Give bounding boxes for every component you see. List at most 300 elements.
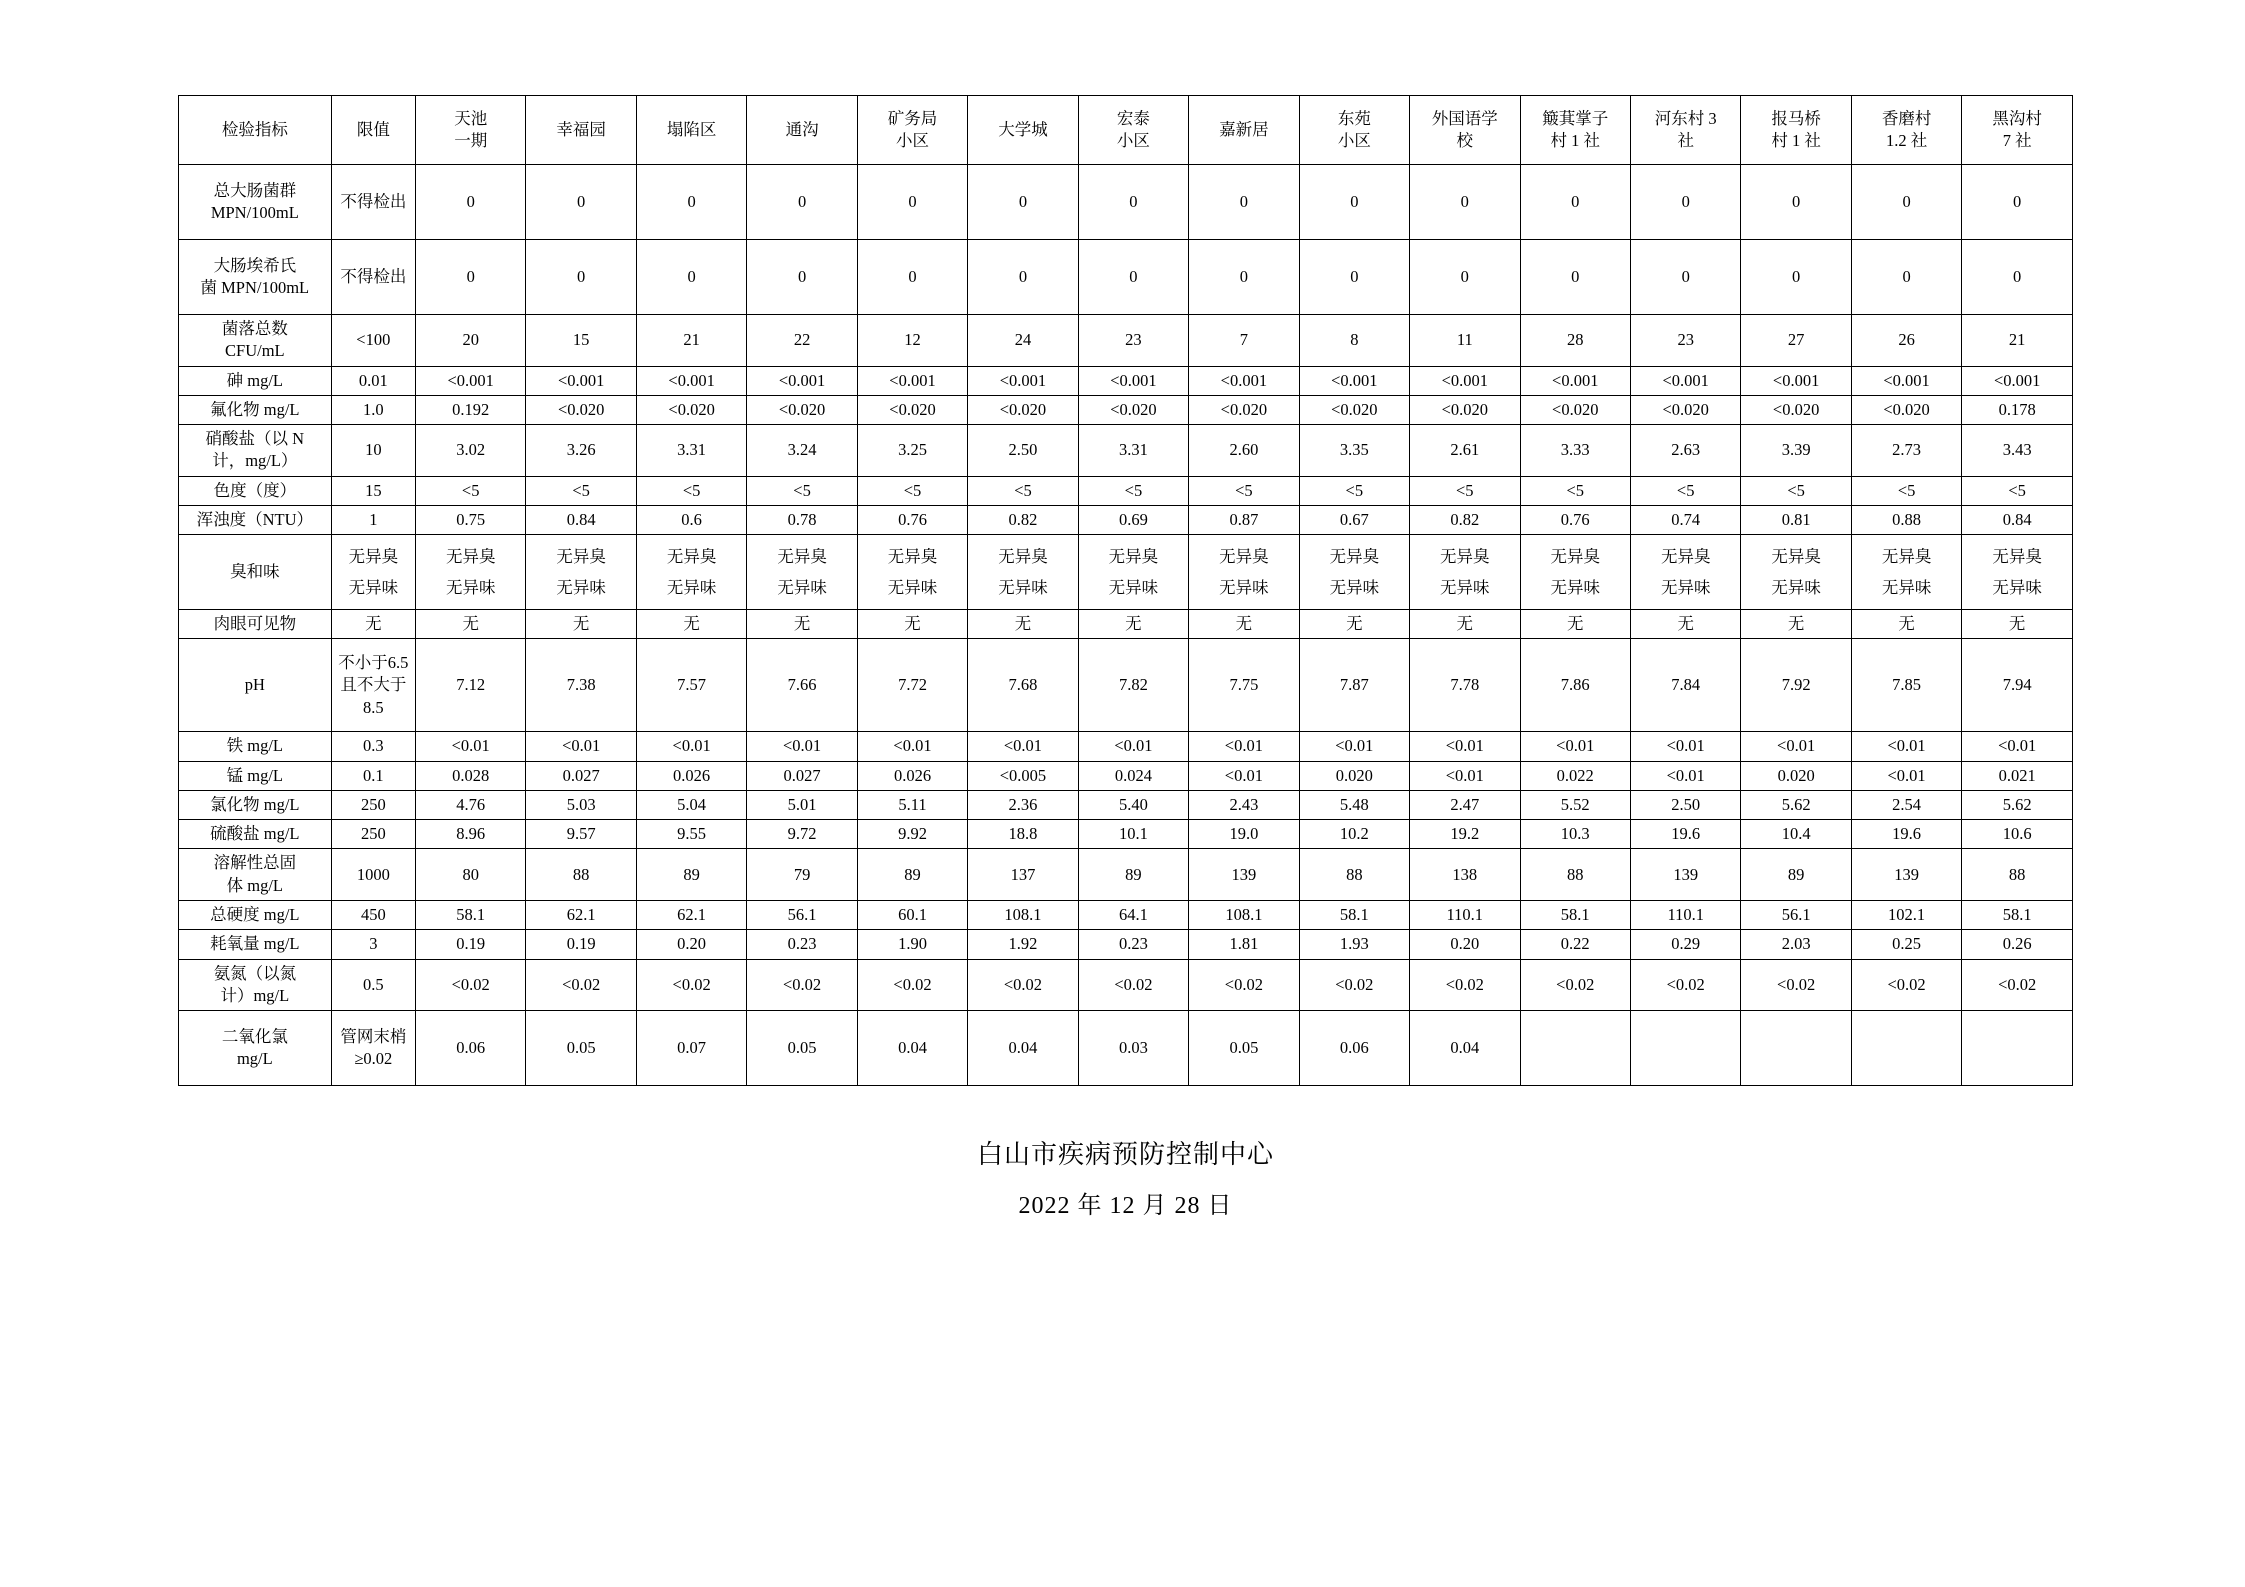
value-cell: 0.19	[415, 930, 525, 959]
value-cell: 7	[1189, 315, 1299, 367]
column-header-line: 7 社	[2002, 131, 2032, 150]
column-header-7	[968, 96, 1078, 165]
limit-cell	[331, 240, 415, 315]
limit-line: 不得检	[340, 191, 390, 211]
value-cell: 无	[968, 610, 1078, 639]
value-cell: 0.87	[1189, 505, 1299, 534]
value-cell: 0	[1410, 165, 1520, 240]
indicator-cell	[179, 639, 332, 732]
limit-line: 0.5	[363, 974, 384, 994]
value-cell: <0.02	[1741, 959, 1851, 1011]
value-cell: 0.81	[1741, 505, 1851, 534]
table-body	[179, 165, 2073, 1086]
value-line: 无异臭	[1550, 546, 1600, 566]
value-cell: 58.1	[1962, 900, 2073, 929]
indicator-cell	[179, 1011, 332, 1086]
issue-date: 2022 年 12 月 28 日	[1018, 1193, 1233, 1220]
indicator-line: 总大肠菌群	[213, 180, 297, 200]
value-cell: <0.001	[1189, 366, 1299, 395]
value-cell: 0	[415, 240, 525, 315]
indicator-cell	[179, 165, 332, 240]
value-cell: 20	[415, 315, 525, 367]
value-cell: 108.1	[968, 900, 1078, 929]
value-cell: 0	[968, 240, 1078, 315]
limit-line: 0.3	[363, 736, 384, 756]
indicator-line: 二氧化氯	[221, 1026, 288, 1046]
limit-cell	[331, 820, 415, 849]
value-cell: 无	[1189, 610, 1299, 639]
value-cell: 2.03	[1741, 930, 1851, 959]
value-cell: 102.1	[1851, 900, 1961, 929]
value-line: 无异味	[1660, 578, 1711, 598]
value-cell: 19.0	[1189, 820, 1299, 849]
value-cell	[1741, 535, 1851, 610]
value-cell: <0.02	[1630, 959, 1740, 1011]
value-cell: 8.96	[415, 820, 525, 849]
value-cell: 3.25	[857, 425, 967, 477]
value-line: 无异味	[666, 578, 717, 598]
document-footer	[178, 1134, 2073, 1220]
indicator-line: 硝酸盐（以 N	[205, 429, 305, 449]
limit-cell	[331, 610, 415, 639]
value-cell: 0.026	[636, 761, 746, 790]
value-cell: 0.82	[1410, 505, 1520, 534]
value-cell: 0	[1962, 165, 2073, 240]
limit-line: 1.0	[363, 399, 384, 419]
value-cell: 7.92	[1741, 639, 1851, 732]
limit-cell	[331, 315, 415, 367]
value-cell: <0.001	[1741, 366, 1851, 395]
value-cell: 0.027	[526, 761, 636, 790]
value-cell: 0	[526, 165, 636, 240]
value-cell	[1520, 535, 1630, 610]
column-header-line: 大学城	[998, 119, 1048, 139]
column-header-line: 小区	[896, 131, 930, 150]
value-cell: 79	[747, 849, 857, 901]
value-cell: 0.05	[526, 1011, 636, 1086]
column-header-5	[747, 96, 857, 165]
value-line: 无异臭	[1108, 546, 1159, 566]
value-cell: <0.020	[1520, 395, 1630, 424]
value-cell: 1.81	[1189, 930, 1299, 959]
value-cell: 23	[1078, 315, 1188, 367]
value-cell: 139	[1630, 849, 1740, 901]
value-cell: 7.85	[1851, 639, 1961, 732]
value-cell: 0	[1078, 165, 1188, 240]
indicator-line: 氨氮（以氮	[213, 963, 297, 983]
table-row	[179, 366, 2073, 395]
column-header-line: 村 1 社	[1771, 131, 1821, 150]
value-cell: <0.01	[747, 732, 857, 761]
empty-value-cell	[1630, 1011, 1740, 1086]
value-cell: 2.60	[1189, 425, 1299, 477]
table-row	[179, 930, 2073, 959]
column-header-line: 通沟	[785, 119, 819, 139]
value-cell: 0	[1962, 240, 2073, 315]
value-cell: 0.69	[1078, 505, 1188, 534]
value-cell: 0.23	[747, 930, 857, 959]
value-cell: 0.178	[1962, 395, 2073, 424]
indicator-line: 计，mg/L）	[212, 451, 298, 471]
value-line: 无异臭	[998, 546, 1048, 566]
value-line: 无异味	[1881, 578, 1932, 598]
value-cell: <0.001	[1630, 366, 1740, 395]
value-cell: 无	[1410, 610, 1520, 639]
limit-line: 0.1	[363, 765, 384, 785]
value-cell: <0.001	[1410, 366, 1520, 395]
limit-line: 8.5	[363, 697, 384, 717]
value-cell: 9.92	[857, 820, 967, 849]
value-cell: 0.06	[1299, 1011, 1409, 1086]
value-cell: 11	[1410, 315, 1520, 367]
value-cell: 0.78	[747, 505, 857, 534]
column-header-line: 河东村 3	[1654, 108, 1717, 128]
value-cell: 无	[1962, 610, 2073, 639]
value-cell: 2.43	[1189, 790, 1299, 819]
value-cell: 2.63	[1630, 425, 1740, 477]
value-cell: 56.1	[1741, 900, 1851, 929]
value-cell: 0.25	[1851, 930, 1961, 959]
value-cell: <5	[857, 476, 967, 505]
value-cell: <0.001	[968, 366, 1078, 395]
value-cell: <0.01	[1410, 732, 1520, 761]
limit-cell	[331, 930, 415, 959]
limit-line: 450	[360, 904, 386, 924]
value-cell: <0.01	[968, 732, 1078, 761]
value-cell: 0	[857, 240, 967, 315]
value-cell: <5	[747, 476, 857, 505]
value-cell: 0.026	[857, 761, 967, 790]
column-header-line: 塌陷区	[666, 119, 717, 139]
value-cell: 19.2	[1410, 820, 1520, 849]
value-cell	[1189, 535, 1299, 610]
value-cell: <0.001	[636, 366, 746, 395]
value-cell: 0	[1630, 165, 1740, 240]
value-cell: 0	[968, 165, 1078, 240]
value-cell: 0	[747, 240, 857, 315]
value-cell: 0.6	[636, 505, 746, 534]
column-header-line: 宏泰	[1116, 108, 1150, 128]
value-cell: 0.19	[526, 930, 636, 959]
value-cell: 0.04	[968, 1011, 1078, 1086]
value-cell: 21	[1962, 315, 2073, 367]
value-cell: <5	[415, 476, 525, 505]
value-cell: 0.022	[1520, 761, 1630, 790]
value-cell: 0	[1299, 240, 1409, 315]
value-cell: <5	[636, 476, 746, 505]
value-cell: 3.43	[1962, 425, 2073, 477]
column-header-line: 一期	[454, 131, 488, 150]
limit-cell	[331, 790, 415, 819]
indicator-cell	[179, 315, 332, 367]
value-cell: 9.57	[526, 820, 636, 849]
value-cell: 5.62	[1962, 790, 2073, 819]
column-header-3	[526, 96, 636, 165]
column-header-11	[1410, 96, 1520, 165]
limit-line: 3	[369, 934, 378, 954]
value-cell: 0.03	[1078, 1011, 1188, 1086]
table-row	[179, 820, 2073, 849]
value-cell: <0.020	[1851, 395, 1961, 424]
value-cell: 0.23	[1078, 930, 1188, 959]
value-cell: <0.001	[747, 366, 857, 395]
value-cell: 0.028	[415, 761, 525, 790]
limit-cell	[331, 849, 415, 901]
indicator-line: CFU/mL	[225, 341, 285, 361]
value-cell: <0.020	[968, 395, 1078, 424]
value-line: 无异臭	[1771, 546, 1821, 566]
table-row	[179, 1011, 2073, 1086]
value-cell: <5	[1962, 476, 2073, 505]
value-cell: <5	[1741, 476, 1851, 505]
value-cell: 0	[1410, 240, 1520, 315]
value-cell	[747, 535, 857, 610]
value-line: 无异味	[777, 578, 827, 598]
indicator-line: 耗氧量 mg/L	[210, 934, 300, 954]
value-cell: 58.1	[1299, 900, 1409, 929]
value-cell: 3.31	[636, 425, 746, 477]
value-cell: <0.020	[1741, 395, 1851, 424]
column-header-line: 村 1 社	[1550, 131, 1600, 150]
indicator-line: pH	[244, 675, 265, 695]
value-cell: 89	[1741, 849, 1851, 901]
value-cell: 7.87	[1299, 639, 1409, 732]
value-line: 无异臭	[887, 546, 938, 566]
value-cell: 0.29	[1630, 930, 1740, 959]
empty-value-cell	[1741, 1011, 1851, 1086]
value-cell: 0.76	[1520, 505, 1630, 534]
value-cell: <0.02	[747, 959, 857, 1011]
value-cell: <0.001	[857, 366, 967, 395]
value-cell: 0.021	[1962, 761, 2073, 790]
value-cell: 19.6	[1630, 820, 1740, 849]
column-header-line: 外国语学	[1431, 108, 1498, 128]
value-cell: <0.005	[968, 761, 1078, 790]
indicator-line: 臭和味	[230, 561, 280, 581]
value-cell: <0.02	[1299, 959, 1409, 1011]
indicator-line: 色度（度）	[213, 480, 297, 500]
value-cell: <0.01	[1410, 761, 1520, 790]
indicator-line: mg/L	[236, 1049, 273, 1069]
column-header-4	[636, 96, 746, 165]
value-cell	[1630, 535, 1740, 610]
value-cell: <5	[1189, 476, 1299, 505]
indicator-line: 溶解性总固	[213, 853, 297, 873]
value-cell	[1962, 535, 2073, 610]
value-cell: 7.82	[1078, 639, 1188, 732]
empty-value-cell	[1851, 1011, 1961, 1086]
indicator-line: 硫酸盐 mg/L	[210, 824, 300, 844]
value-cell: 0.20	[1410, 930, 1520, 959]
limit-line: 250	[360, 824, 386, 844]
limit-line: 出	[389, 266, 407, 286]
value-cell: 0.192	[415, 395, 525, 424]
indicator-cell	[179, 930, 332, 959]
table-row	[179, 240, 2073, 315]
value-cell: 7.75	[1189, 639, 1299, 732]
value-line: 无异味	[887, 578, 938, 598]
indicator-cell	[179, 476, 332, 505]
value-cell	[636, 535, 746, 610]
value-cell: 7.78	[1410, 639, 1520, 732]
limit-line: 10	[365, 440, 382, 460]
value-cell: <0.01	[1189, 732, 1299, 761]
value-cell: <0.001	[1851, 366, 1961, 395]
indicator-line: 砷 mg/L	[226, 370, 283, 390]
value-cell: <5	[1299, 476, 1409, 505]
column-header-1	[331, 96, 415, 165]
value-cell: <0.02	[1078, 959, 1188, 1011]
value-cell: <5	[968, 476, 1078, 505]
value-cell: 2.50	[968, 425, 1078, 477]
value-cell: 56.1	[747, 900, 857, 929]
limit-line: 不得检	[340, 266, 390, 286]
value-cell: 无	[1741, 610, 1851, 639]
value-cell: 88	[1299, 849, 1409, 901]
column-header-line: 簸萁掌子	[1542, 108, 1609, 128]
indicator-cell	[179, 505, 332, 534]
indicator-line: 计）mg/L	[220, 985, 290, 1005]
value-cell: 7.68	[968, 639, 1078, 732]
value-cell: <5	[526, 476, 636, 505]
limit-line: 0.02	[363, 1049, 393, 1069]
indicator-cell	[179, 732, 332, 761]
value-cell: 0	[1520, 165, 1630, 240]
indicator-cell	[179, 849, 332, 901]
limit-cell	[331, 476, 415, 505]
limit-cell	[331, 165, 415, 240]
value-cell: <0.02	[968, 959, 1078, 1011]
value-cell: 15	[526, 315, 636, 367]
limit-line: 不大于	[356, 675, 407, 695]
column-header-16	[1962, 96, 2073, 165]
value-cell: <0.001	[1078, 366, 1188, 395]
value-cell: 88	[1520, 849, 1630, 901]
value-cell: 0.020	[1741, 761, 1851, 790]
value-cell: <0.02	[1410, 959, 1520, 1011]
indicator-line: 氯化物 mg/L	[210, 794, 300, 814]
limit-cell	[331, 1011, 415, 1086]
issuing-organization: 白山市疾病预防控制中心	[976, 1140, 1274, 1170]
value-cell: 无	[1630, 610, 1740, 639]
column-header-line: 限值	[356, 119, 390, 139]
value-cell: <0.001	[1299, 366, 1409, 395]
value-cell: 0	[526, 240, 636, 315]
value-cell: 1.92	[968, 930, 1078, 959]
value-cell: <0.020	[636, 395, 746, 424]
water-quality-table	[178, 95, 2073, 1086]
value-cell: <0.01	[1630, 732, 1740, 761]
value-cell: 0.26	[1962, 930, 2073, 959]
value-cell: <0.02	[1189, 959, 1299, 1011]
value-cell	[415, 535, 525, 610]
value-cell: <0.02	[1962, 959, 2073, 1011]
value-cell: 无	[415, 610, 525, 639]
indicator-line: 总硬度 mg/L	[210, 904, 300, 924]
value-cell: 7.66	[747, 639, 857, 732]
value-cell: 0.84	[526, 505, 636, 534]
value-cell: <0.02	[1520, 959, 1630, 1011]
value-cell: 24	[968, 315, 1078, 367]
value-cell: 3.33	[1520, 425, 1630, 477]
value-cell: 0.05	[1189, 1011, 1299, 1086]
column-header-14	[1741, 96, 1851, 165]
value-cell: 2.50	[1630, 790, 1740, 819]
empty-value-cell	[1962, 1011, 2073, 1086]
limit-cell	[331, 535, 415, 610]
value-cell: 0	[1851, 240, 1961, 315]
limit-cell	[331, 366, 415, 395]
value-cell: <0.020	[1630, 395, 1740, 424]
value-cell: <0.020	[526, 395, 636, 424]
header-row	[179, 96, 2073, 165]
value-cell: 无	[1851, 610, 1961, 639]
indicator-line: 锰 mg/L	[226, 765, 283, 785]
column-header-line: 检验指标	[221, 119, 288, 139]
table-row	[179, 610, 2073, 639]
indicator-cell	[179, 900, 332, 929]
value-line: 无异味	[445, 578, 496, 598]
value-line: 无异臭	[777, 546, 827, 566]
value-cell: 4.76	[415, 790, 525, 819]
value-cell: 10.4	[1741, 820, 1851, 849]
value-line: 无异臭	[556, 546, 606, 566]
indicator-line: 浑浊度（NTU）	[196, 509, 314, 529]
value-cell: 139	[1189, 849, 1299, 901]
value-cell: 5.48	[1299, 790, 1409, 819]
value-cell: 58.1	[415, 900, 525, 929]
value-cell: 0	[636, 165, 746, 240]
value-cell: 7.84	[1630, 639, 1740, 732]
value-cell: 7.94	[1962, 639, 2073, 732]
table-row	[179, 900, 2073, 929]
table-row	[179, 959, 2073, 1011]
column-header-line: 校	[1456, 131, 1474, 150]
column-header-line: 小区	[1337, 131, 1371, 150]
indicator-line: 氟化物 mg/L	[210, 399, 300, 419]
value-cell: 3.31	[1078, 425, 1188, 477]
value-cell: 58.1	[1520, 900, 1630, 929]
column-header-line: 幸福园	[556, 119, 606, 139]
value-cell: 88	[1962, 849, 2073, 901]
value-cell: <0.001	[415, 366, 525, 395]
value-cell: 10.3	[1520, 820, 1630, 849]
limit-line: 0.01	[358, 370, 388, 390]
value-cell: 0.020	[1299, 761, 1409, 790]
table-row	[179, 849, 2073, 901]
value-cell: 3.26	[526, 425, 636, 477]
value-cell: 3.24	[747, 425, 857, 477]
value-cell: <0.01	[1741, 732, 1851, 761]
value-cell: 22	[747, 315, 857, 367]
value-cell: 18.8	[968, 820, 1078, 849]
value-line: 无异味	[1329, 578, 1380, 598]
value-cell: <0.001	[1520, 366, 1630, 395]
value-cell: <0.01	[1299, 732, 1409, 761]
value-cell: 5.11	[857, 790, 967, 819]
value-cell: 7.38	[526, 639, 636, 732]
limit-line: 无异味	[348, 578, 399, 598]
indicator-cell	[179, 366, 332, 395]
value-cell: 62.1	[526, 900, 636, 929]
value-cell: 9.55	[636, 820, 746, 849]
value-cell: 110.1	[1630, 900, 1740, 929]
value-cell	[1299, 535, 1409, 610]
column-header-2	[415, 96, 525, 165]
value-cell: 0	[1630, 240, 1740, 315]
column-header-line: 矿务局	[887, 108, 938, 128]
value-cell: 无	[636, 610, 746, 639]
